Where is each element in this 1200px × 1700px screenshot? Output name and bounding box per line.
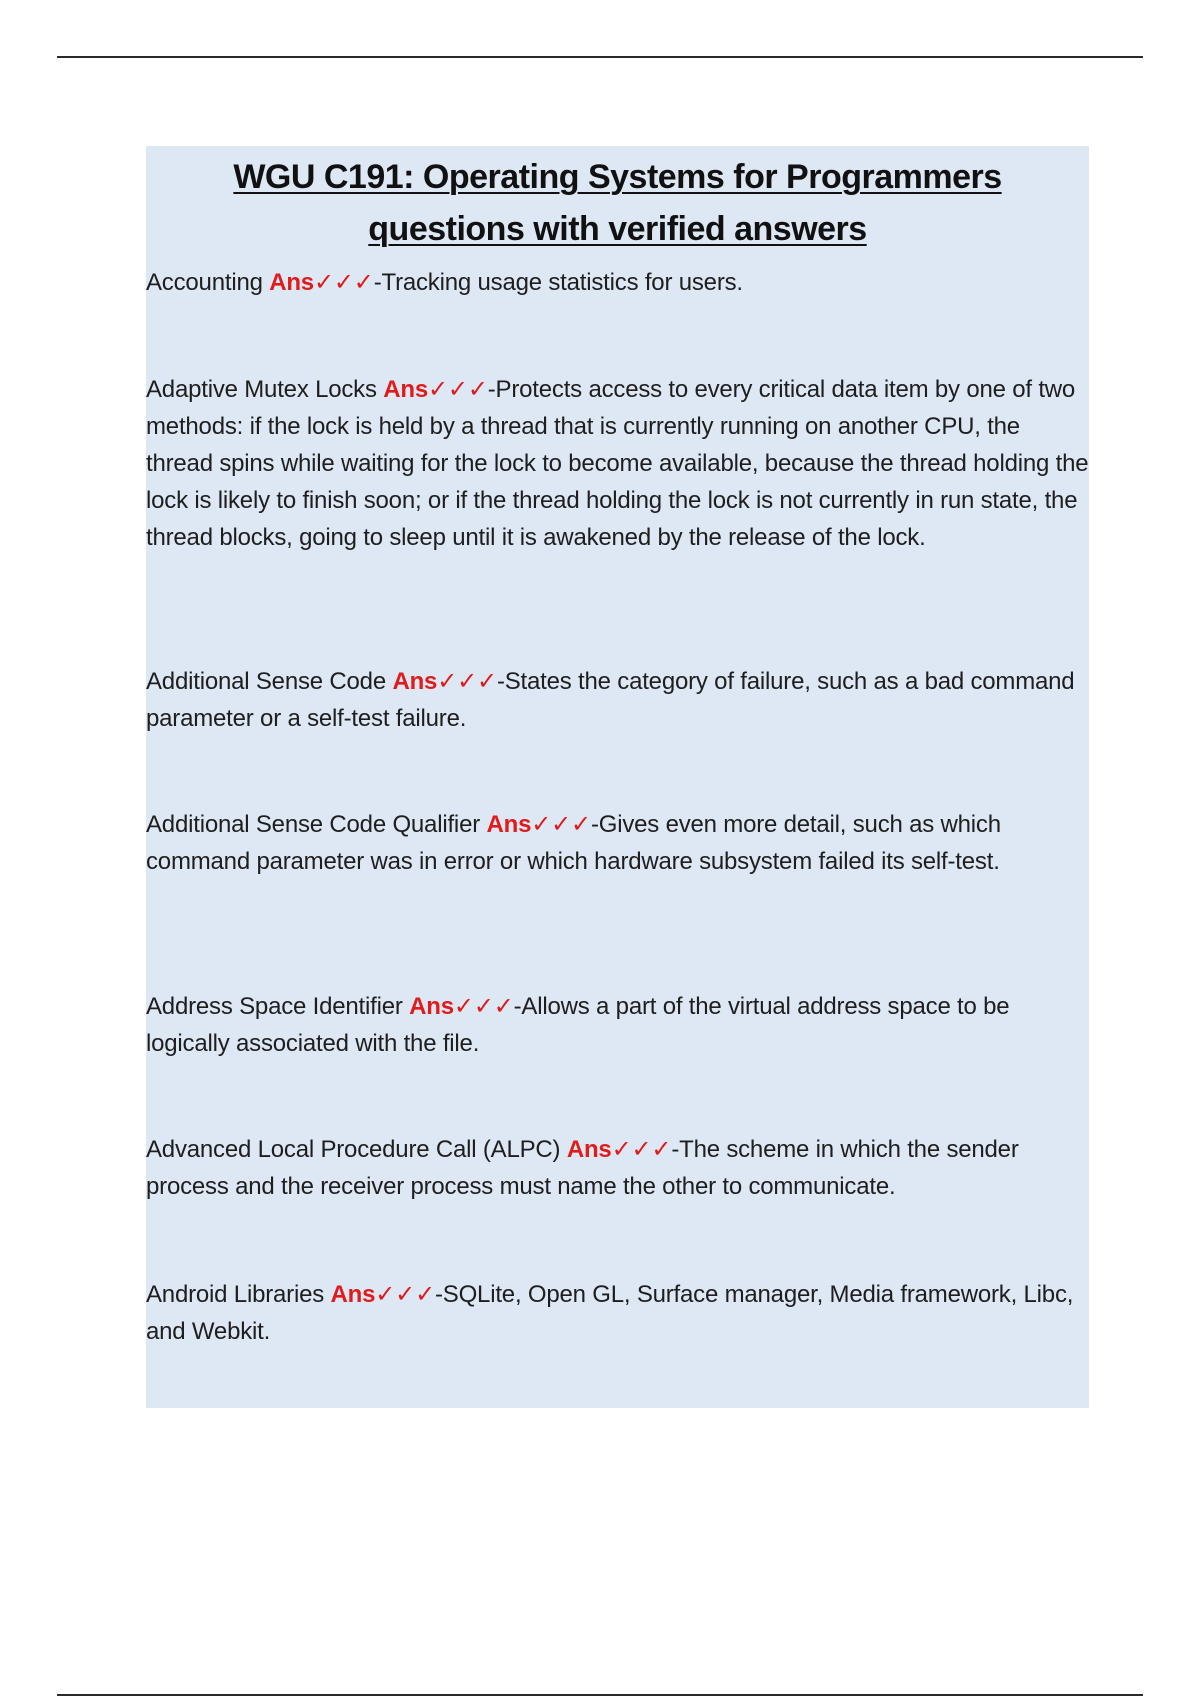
entry-term: Accounting: [146, 269, 270, 296]
entry-term: Additional Sense Code Qualifier: [146, 811, 487, 838]
entry-alpc: [146, 1131, 1089, 1205]
answer-label: Ans: [566, 1136, 612, 1163]
answer-label: Ans: [383, 376, 429, 403]
entry-address-space-identifier: [146, 988, 1089, 1062]
check-marks: ✓✓✓: [453, 993, 514, 1020]
entry-term: Advanced Local Procedure Call (ALPC): [146, 1136, 567, 1163]
entry-definition: -The scheme in which the sender process and the receiver process must name the other to communicate.: [146, 1136, 1019, 1200]
entry-additional-sense-code-qualifier: [146, 806, 1089, 880]
check-marks: ✓✓✓: [313, 269, 374, 296]
title-line-1: WGU C191: Operating Systems for Programmers: [233, 158, 1002, 196]
title-line-2: questions with verified answers: [368, 210, 867, 248]
check-marks: ✓✓✓: [375, 1281, 435, 1308]
check-marks: ✓✓✓: [437, 668, 497, 695]
entry-additional-sense-code: [146, 663, 1089, 737]
check-marks: ✓✓✓: [531, 811, 591, 838]
entry-definition: -Protects access to every critical data item by one of two methods: if the lock is held by a thread that is currently running on another CPU, the thread spins while waiting for the lock to become available, because the thread holding the lock is likely to finish soon; or if the thread holding the lock is not currently in run state, the thread blocks, going to sleep until it is awakened by the release of the lock.: [146, 376, 1089, 551]
entry-definition: -SQLite, Open GL, Surface manager, Media framework, Libc, and Webkit.: [146, 1281, 1074, 1345]
answer-label: Ans: [330, 1281, 376, 1308]
answer-label: Ans: [269, 269, 314, 296]
entry-term: Android Libraries: [146, 1281, 331, 1308]
content-box: [146, 146, 1089, 1408]
entry-definition: -Allows a part of the virtual address space to be logically associated with the file.: [146, 993, 1010, 1057]
answer-label: Ans: [409, 993, 454, 1020]
entry-accounting: [146, 264, 1089, 301]
entry-android-libraries: [146, 1276, 1089, 1350]
footer-rule: [57, 1694, 1143, 1696]
entry-term: Additional Sense Code: [146, 668, 393, 695]
header-rule: [57, 56, 1143, 58]
entry-definition: -Tracking usage statistics for users.: [373, 269, 743, 296]
entry-definition: -States the category of failure, such as a bad command parameter or a self-test failure.: [146, 668, 1075, 732]
page-title: [146, 146, 1089, 255]
check-marks: ✓✓✓: [428, 376, 488, 403]
entry-adaptive-mutex-locks: [146, 371, 1089, 556]
answer-label: Ans: [486, 811, 532, 838]
entry-term: Adaptive Mutex Locks: [146, 376, 384, 403]
answer-label: Ans: [392, 668, 438, 695]
entry-term: Address Space Identifier: [146, 993, 410, 1020]
check-marks: ✓✓✓: [611, 1136, 672, 1163]
entry-definition: -Gives even more detail, such as which command parameter was in error or which hardware subsystem failed its self-test.: [146, 811, 1001, 875]
